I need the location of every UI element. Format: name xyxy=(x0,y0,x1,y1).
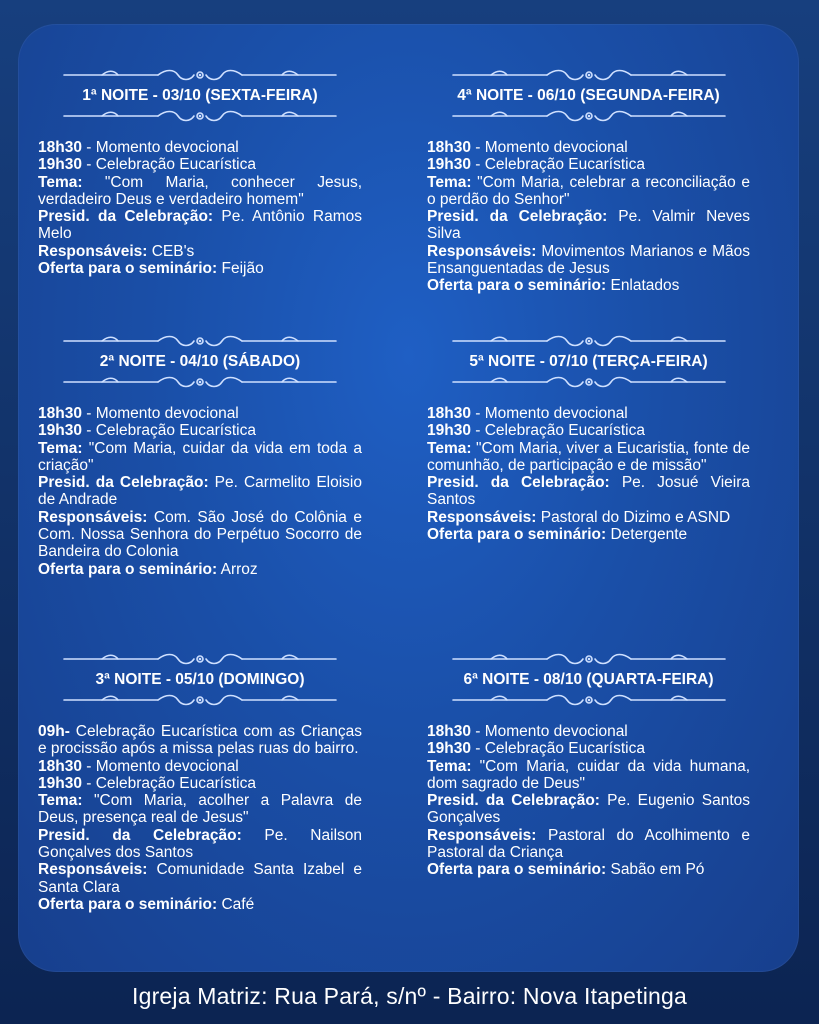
detail-label: Responsáveis: xyxy=(427,826,537,844)
night-block-4 xyxy=(427,68,750,295)
detail-text: "Com Maria, acolher a Palavra de Deus, presença real de Jesus" xyxy=(38,792,362,827)
detail-label: 18h30 xyxy=(427,723,471,740)
detail-text: - Celebração Eucarística xyxy=(470,156,645,174)
night-title: 2ª NOITE - 04/10 (SÁBADO) xyxy=(99,353,301,370)
detail-line xyxy=(38,758,362,775)
detail-label: 18h30 xyxy=(38,405,82,422)
detail-label: Presid. da Celebração: xyxy=(38,474,209,492)
detail-label: 19h30 xyxy=(427,422,471,440)
night-title: 1ª NOITE - 03/10 (SEXTA-FEIRA) xyxy=(82,87,318,104)
detail-label: 19h30 xyxy=(427,156,471,174)
night-details xyxy=(427,405,750,543)
detail-text: - Celebração Eucarística xyxy=(470,422,645,440)
detail-text: "Com Maria, conhecer Jesus, verdadeiro Deus e verdadeiro homem" xyxy=(38,173,362,208)
detail-text: Café xyxy=(217,895,255,913)
detail-line xyxy=(38,405,362,422)
footer-address: Igreja Matriz: Rua Pará, s/nº - Bairro: Nova Itapetinga xyxy=(131,983,688,1009)
detail-label: 18h30 xyxy=(38,139,82,156)
detail-text: Comunidade Santa Izabel e Santa Clara xyxy=(38,861,362,896)
ornament-bottom-divider xyxy=(62,375,338,389)
ornament-top-divider xyxy=(451,334,727,348)
detail-text: Movimentos Marianos e Mãos Ensanguentadas de Jesus xyxy=(427,242,750,278)
night-details xyxy=(427,723,750,879)
detail-line xyxy=(38,208,362,243)
detail-line xyxy=(427,723,750,740)
detail-label: Responsáveis: xyxy=(38,861,148,879)
detail-label: Tema: xyxy=(427,757,472,775)
detail-line xyxy=(427,509,750,526)
detail-text: - Momento devocional xyxy=(470,405,628,422)
detail-label: Tema: xyxy=(38,792,83,810)
detail-label: 19h30 xyxy=(38,774,82,792)
detail-label: Oferta para o seminário: xyxy=(38,560,218,578)
detail-text: Pe. Valmir Neves Silva xyxy=(427,208,751,243)
night-details xyxy=(38,405,362,578)
night-block-1 xyxy=(38,68,362,277)
detail-line xyxy=(427,827,750,862)
night-details xyxy=(38,139,362,277)
night-title: 4ª NOITE - 06/10 (SEGUNDA-FEIRA) xyxy=(457,87,720,104)
detail-line xyxy=(427,139,750,156)
detail-text: - Celebração Eucarística xyxy=(81,422,256,440)
detail-text: Pe. Nailson Gonçalves dos Santos xyxy=(38,826,362,862)
detail-label: Tema: xyxy=(38,439,83,457)
detail-label: Oferta para o seminário: xyxy=(427,277,607,295)
detail-label: 19h30 xyxy=(38,156,82,174)
detail-line xyxy=(38,792,362,827)
detail-line xyxy=(427,277,750,294)
night-block-3 xyxy=(38,652,362,913)
detail-text: Pastoral do Dizimo e ASND xyxy=(536,508,731,526)
detail-text: - Celebração Eucarística xyxy=(81,156,256,174)
detail-label: Presid. da Celebração: xyxy=(38,826,242,844)
night-block-6 xyxy=(427,652,750,879)
detail-line xyxy=(38,561,362,578)
night-title: 3ª NOITE - 05/10 (DOMINGO) xyxy=(95,671,305,688)
detail-label: Presid. da Celebração: xyxy=(38,208,214,226)
detail-text: "Com Maria, celebrar a reconciliação e o perdão do Senhor" xyxy=(427,173,750,208)
detail-label: Responsáveis: xyxy=(38,242,148,260)
detail-line xyxy=(38,896,362,913)
ornament-top-divider xyxy=(451,652,727,666)
detail-line xyxy=(38,474,362,509)
detail-line xyxy=(38,156,362,173)
detail-label: Tema: xyxy=(38,173,83,191)
night-block-5 xyxy=(427,334,750,543)
night-title: 6ª NOITE - 08/10 (QUARTA-FEIRA) xyxy=(463,671,714,688)
detail-line xyxy=(427,422,750,439)
detail-text: "Com Maria, cuidar da vida em toda a criação" xyxy=(38,439,362,474)
detail-label: Tema: xyxy=(427,173,472,191)
detail-line xyxy=(38,440,362,475)
detail-line xyxy=(427,861,750,878)
detail-label: 09h- xyxy=(38,723,70,740)
detail-text: Detergente xyxy=(606,526,688,544)
night-details xyxy=(38,723,362,913)
detail-label: 18h30 xyxy=(427,405,471,422)
detail-line xyxy=(427,208,750,243)
detail-line xyxy=(38,775,362,792)
detail-line xyxy=(427,526,750,543)
detail-line xyxy=(427,174,750,209)
detail-line xyxy=(38,243,362,260)
ornament-bottom-divider xyxy=(451,693,727,707)
detail-text: CEB's xyxy=(147,242,195,260)
detail-line xyxy=(38,139,362,156)
ornament-top-divider xyxy=(62,334,338,348)
detail-text: Arroz xyxy=(217,560,258,578)
ornament-top-divider xyxy=(62,652,338,666)
detail-text: Pastoral do Acolhimento e Pastoral da Criança xyxy=(427,826,750,862)
ornament-bottom-divider xyxy=(62,693,338,707)
detail-line xyxy=(427,405,750,422)
detail-label: 19h30 xyxy=(38,422,82,440)
detail-label: Tema: xyxy=(427,439,472,457)
detail-text: "Com Maria, viver a Eucaristia, fonte de comunhão, de participação e de missão" xyxy=(427,439,750,474)
detail-label: Oferta para o seminário: xyxy=(38,260,218,278)
detail-label: Responsáveis: xyxy=(427,508,537,526)
detail-line xyxy=(38,174,362,209)
detail-line xyxy=(38,509,362,561)
night-details xyxy=(427,139,750,295)
detail-text: Celebração Eucarística com as Crianças e procissão após a missa pelas ruas do bairro. xyxy=(38,723,362,758)
night-block-2 xyxy=(38,334,362,578)
detail-line xyxy=(38,827,362,862)
detail-text: - Celebração Eucarística xyxy=(470,740,645,758)
detail-text: - Celebração Eucarística xyxy=(81,774,256,792)
detail-label: Presid. da Celebração: xyxy=(427,792,600,810)
detail-text: Sabão em Pó xyxy=(606,861,705,879)
detail-line xyxy=(427,156,750,173)
detail-text: - Momento devocional xyxy=(81,405,239,422)
detail-text: - Momento devocional xyxy=(81,757,239,775)
night-title: 5ª NOITE - 07/10 (TERÇA-FEIRA) xyxy=(469,353,708,370)
detail-text: Com. São José do Colônia e Com. Nossa Senhora do Perpétuo Socorro de Bandeira do Colonia xyxy=(38,508,362,561)
detail-text: Pe. Carmelito Eloisio de Andrade xyxy=(38,474,362,509)
detail-text: Enlatados xyxy=(606,277,680,295)
detail-line xyxy=(38,723,362,758)
detail-label: 18h30 xyxy=(38,757,82,775)
detail-text: "Com Maria, cuidar da vida humana, dom sagrado de Deus" xyxy=(427,757,750,792)
detail-label: Presid. da Celebração: xyxy=(427,208,608,226)
detail-line xyxy=(38,260,362,277)
detail-line xyxy=(427,792,750,827)
ornament-bottom-divider xyxy=(451,375,727,389)
detail-label: 18h30 xyxy=(427,139,471,156)
detail-line xyxy=(427,758,750,793)
ornament-top-divider xyxy=(62,68,338,82)
detail-label: Responsáveis: xyxy=(38,508,148,526)
detail-label: Responsáveis: xyxy=(427,242,537,260)
ornament-top-divider xyxy=(451,68,727,82)
detail-label: Presid. da Celebração: xyxy=(427,474,610,492)
ornament-bottom-divider xyxy=(62,109,338,123)
detail-line xyxy=(38,422,362,439)
detail-line xyxy=(427,474,750,509)
detail-text: Feijão xyxy=(217,260,264,278)
detail-label: Oferta para o seminário: xyxy=(38,895,218,913)
ornament-bottom-divider xyxy=(451,109,727,123)
detail-text: - Momento devocional xyxy=(81,139,239,156)
detail-line xyxy=(427,440,750,475)
detail-label: Oferta para o seminário: xyxy=(427,526,607,544)
detail-line xyxy=(427,243,750,278)
detail-text: Pe. Josué Vieira Santos xyxy=(427,474,750,509)
detail-line xyxy=(427,740,750,757)
detail-text: - Momento devocional xyxy=(470,723,628,740)
detail-label: 19h30 xyxy=(427,740,471,758)
detail-text: Pe. Eugenio Santos Gonçalves xyxy=(427,792,751,827)
detail-line xyxy=(38,861,362,896)
detail-text: - Momento devocional xyxy=(470,139,628,156)
detail-label: Oferta para o seminário: xyxy=(427,861,607,879)
detail-text: Pe. Antônio Ramos Melo xyxy=(38,208,362,243)
